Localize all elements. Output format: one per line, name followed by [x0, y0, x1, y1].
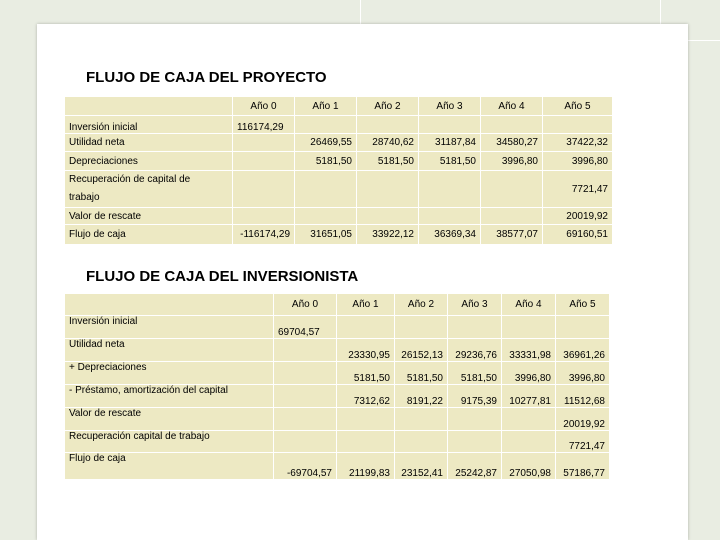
cell-value: [448, 431, 502, 453]
row-label-line: trabajo: [69, 192, 100, 203]
cell-value: 38577,07: [481, 225, 543, 245]
cell-value: [543, 116, 613, 134]
row-label: Valor de rescate: [65, 408, 274, 431]
cell-value: 26152,13: [395, 339, 448, 362]
cell-value: [357, 116, 419, 134]
cell-value: [274, 339, 337, 362]
cell-value: 3996,80: [502, 362, 556, 385]
cell-value: [274, 431, 337, 453]
cell-value: 23152,41: [395, 453, 448, 480]
cell-value: 7721,47: [543, 171, 613, 208]
cell-value: [395, 431, 448, 453]
table-row: [65, 431, 610, 453]
cell-value: [274, 408, 337, 431]
cell-value: [448, 316, 502, 339]
cell-value: [337, 431, 395, 453]
row-label: Depreciaciones: [65, 152, 233, 171]
col-header: Año 2: [357, 97, 419, 116]
cell-value: 5181,50: [395, 362, 448, 385]
row-label: Inversión inicial: [65, 116, 233, 134]
header-blank-cell: [65, 294, 274, 316]
table-row: [65, 171, 613, 208]
cell-value: [233, 134, 295, 152]
cell-value: [395, 408, 448, 431]
cell-value: 57186,77: [556, 453, 610, 480]
table-header-row: [65, 294, 610, 316]
row-label: - Préstamo, amortización del capital: [65, 385, 274, 408]
cell-value: [502, 316, 556, 339]
cell-value: [395, 316, 448, 339]
cell-value: 23330,95: [337, 339, 395, 362]
cell-value: [337, 408, 395, 431]
cell-value: [233, 171, 295, 208]
proyecto-title: FLUJO DE CAJA DEL PROYECTO: [86, 69, 327, 86]
inversionista-title: FLUJO DE CAJA DEL INVERSIONISTA: [86, 268, 359, 285]
cell-value: [357, 208, 419, 225]
row-label: Flujo de caja: [65, 453, 274, 480]
cell-value: [419, 208, 481, 225]
table-row: [65, 208, 613, 225]
cell-value: 34580,27: [481, 134, 543, 152]
col-header: Año 0: [274, 294, 337, 316]
cell-value: 31187,84: [419, 134, 481, 152]
cell-value: 31651,05: [295, 225, 357, 245]
table-row: [65, 316, 610, 339]
cell-value: 7312,62: [337, 385, 395, 408]
cell-value: [448, 408, 502, 431]
col-header: Año 5: [556, 294, 610, 316]
cell-value: 33331,98: [502, 339, 556, 362]
cell-value: [274, 362, 337, 385]
cell-value: [295, 208, 357, 225]
cell-value: 69160,51: [543, 225, 613, 245]
table-row: [65, 225, 613, 245]
cell-value: 25242,87: [448, 453, 502, 480]
cell-value: 28740,62: [357, 134, 419, 152]
cell-value: 26469,55: [295, 134, 357, 152]
row-label: + Depreciaciones: [65, 362, 274, 385]
table-row: [65, 134, 613, 152]
decorative-line: [688, 40, 720, 41]
cell-value: [502, 408, 556, 431]
col-header: Año 1: [337, 294, 395, 316]
cell-value: [481, 208, 543, 225]
col-header: Año 5: [543, 97, 613, 116]
cell-value: [556, 316, 610, 339]
cell-value: [274, 385, 337, 408]
cell-value: [419, 116, 481, 134]
cell-value: [233, 152, 295, 171]
cell-value: 8191,22: [395, 385, 448, 408]
decorative-line: [660, 0, 661, 24]
row-label: [65, 171, 233, 208]
row-label: Flujo de caja: [65, 225, 233, 245]
cell-value: -69704,57: [274, 453, 337, 480]
cell-value: 3996,80: [481, 152, 543, 171]
cell-value: 5181,50: [295, 152, 357, 171]
cell-value: [233, 208, 295, 225]
header-blank-cell: [65, 97, 233, 116]
table-row: [65, 408, 610, 431]
decorative-line: [360, 0, 361, 24]
row-label: Inversión inicial: [65, 316, 274, 339]
cell-value: 5181,50: [337, 362, 395, 385]
table-row: [65, 362, 610, 385]
cell-value: [419, 171, 481, 208]
cell-value: [337, 316, 395, 339]
col-header: Año 2: [395, 294, 448, 316]
col-header: Año 3: [448, 294, 502, 316]
col-header: Año 1: [295, 97, 357, 116]
cell-value: 5181,50: [357, 152, 419, 171]
cell-value: 3996,80: [556, 362, 610, 385]
col-header: Año 4: [481, 97, 543, 116]
inversionista-table: [64, 293, 610, 480]
table-row: [65, 339, 610, 362]
cell-value: 5181,50: [419, 152, 481, 171]
cell-value: 36369,34: [419, 225, 481, 245]
cell-value: [295, 171, 357, 208]
cell-value: 3996,80: [543, 152, 613, 171]
cell-value: 29236,76: [448, 339, 502, 362]
cell-value: 5181,50: [448, 362, 502, 385]
row-label-line: Recuperación de capital de: [69, 174, 191, 185]
row-label: Utilidad neta: [65, 339, 274, 362]
cell-value: 21199,83: [337, 453, 395, 480]
cell-value: -116174,29: [233, 225, 295, 245]
col-header: Año 3: [419, 97, 481, 116]
row-label: Valor de rescate: [65, 208, 233, 225]
cell-value: 20019,92: [556, 408, 610, 431]
cell-value: 9175,39: [448, 385, 502, 408]
cell-value: 10277,81: [502, 385, 556, 408]
table-header-row: [65, 97, 613, 116]
col-header: Año 4: [502, 294, 556, 316]
col-header: Año 0: [233, 97, 295, 116]
cell-value: [502, 431, 556, 453]
row-label: Recuperación capital de trabajo: [65, 431, 274, 453]
table-row: [65, 116, 613, 134]
cell-value: 69704,57: [274, 316, 337, 339]
cell-value: 33922,12: [357, 225, 419, 245]
row-label: Utilidad neta: [65, 134, 233, 152]
cell-value: [481, 171, 543, 208]
cell-value: [357, 171, 419, 208]
cell-value: 11512,68: [556, 385, 610, 408]
cell-value: 37422,32: [543, 134, 613, 152]
cell-value: 20019,92: [543, 208, 613, 225]
cell-value: [295, 116, 357, 134]
cell-value: [481, 116, 543, 134]
table-row: [65, 152, 613, 171]
cell-value: 36961,26: [556, 339, 610, 362]
proyecto-table: [64, 96, 613, 245]
table-row: [65, 385, 610, 408]
table-row: [65, 453, 610, 480]
cell-value: 116174,29: [233, 116, 295, 134]
cell-value: 27050,98: [502, 453, 556, 480]
cell-value: 7721,47: [556, 431, 610, 453]
